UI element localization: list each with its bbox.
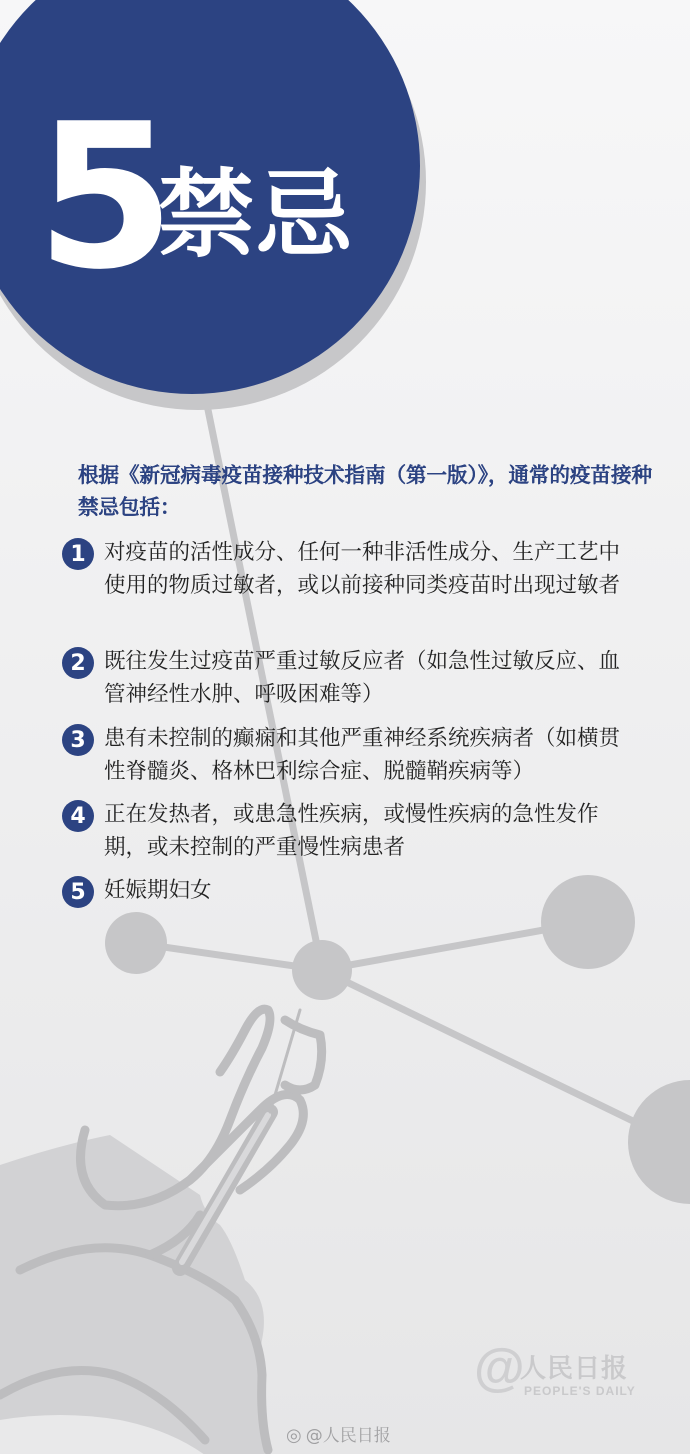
at-icon: @ xyxy=(474,1339,525,1397)
hands-syringe-illustration xyxy=(0,1009,322,1454)
item-number-badge: 5 xyxy=(62,876,94,908)
list-item xyxy=(62,722,642,788)
molecule-nodes xyxy=(105,875,690,1204)
list-item xyxy=(62,645,642,711)
weibo-icon: ◎ xyxy=(286,1425,302,1446)
item-number-badge: 3 xyxy=(62,724,94,756)
headline-number: 5 xyxy=(36,81,170,314)
molecule-node-left xyxy=(105,912,167,974)
headline-title: 禁忌 xyxy=(158,159,354,271)
item-number-badge: 1 xyxy=(62,538,94,570)
watermark-text: @人民日报 xyxy=(305,1426,391,1446)
molecule-node-edge xyxy=(628,1080,690,1204)
headline xyxy=(36,81,354,314)
item-text: 既往发生过疫苗严重过敏反应者（如急性过敏反应、血管神经性水肿、呼吸困难等） xyxy=(104,649,621,707)
weibo-watermark xyxy=(286,1421,391,1446)
list-item xyxy=(62,798,642,864)
item-text: 妊娠期妇女 xyxy=(104,878,212,903)
item-number-badge: 4 xyxy=(62,800,94,832)
item-text: 对疫苗的活性成分、任何一种非活性成分、生产工艺中使用的物质过敏者，或以前接种同类疫苗时出现过敏者 xyxy=(104,540,621,598)
intro-text: 根据《新冠病毒疫苗接种技术指南（第一版）》，通常的疫苗接种禁忌包括： xyxy=(78,463,652,519)
logo-name-en: PEOPLE'S DAILY xyxy=(524,1384,636,1398)
list-item xyxy=(62,536,642,602)
molecule-node-center xyxy=(292,940,352,1000)
logo-name-cn: 人民日报 xyxy=(520,1353,629,1383)
list-item xyxy=(62,874,642,908)
item-text: 患有未控制的癫痫和其他严重神经系统疾病者（如横贯性脊髓炎、格林巴利综合症、脱髓鞘疾病等） xyxy=(104,726,621,784)
item-text: 正在发热者，或患急性疾病，或慢性疾病的急性发作期，或未控制的严重慢性病患者 xyxy=(104,802,599,860)
item-number-badge: 2 xyxy=(62,647,94,679)
